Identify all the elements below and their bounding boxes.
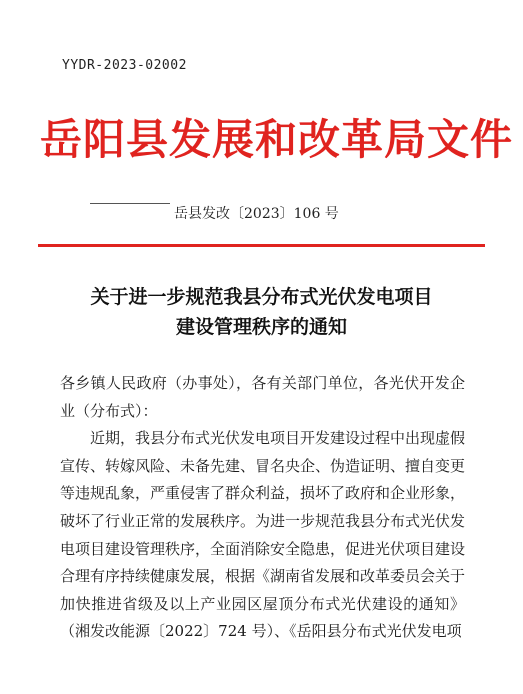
red-separator-rule [38,244,485,247]
notice-body [60,370,465,646]
notice-title [40,282,483,342]
document-code: YYDR-2023-02002 [62,58,187,73]
notice-title-line-1: 关于进一步规范我县分布式光伏发电项目 [90,286,433,308]
signature-line [90,203,170,204]
issuing-authority-header: 岳阳县发展和改革局文件 [40,115,514,164]
body-paragraph: 近期，我县分布式光伏发电项目开发建设过程中出现虚假宣传、转嫁风险、未备先建、冒名央企、伪造证明、擅自变更等违规乱象，严重侵害了群众利益，损坏了政府和企业形象，破坏了行业正常的发展秩序。为进一步规范我县分布式光伏发电项目建设管理秩序，全面消除安全隐患，促进光伏项目建设合理有序持续健康发展，根据《湖南省发展和改革委员会关于加快推进省级及以上产业园区屋顶分布式光伏建设的通知》（湘发改能源〔2022〕724 号）、《岳阳县分布式光伏发电项 [60,429,466,641]
notice-title-line-2: 建设管理秩序的通知 [175,316,347,338]
document-number: 岳县发改〔2023〕106 号 [174,206,339,222]
addressee-paragraph: 各乡镇人民政府（办事处），各有关部门单位，各光伏开发企业（分布式）： [60,374,465,420]
